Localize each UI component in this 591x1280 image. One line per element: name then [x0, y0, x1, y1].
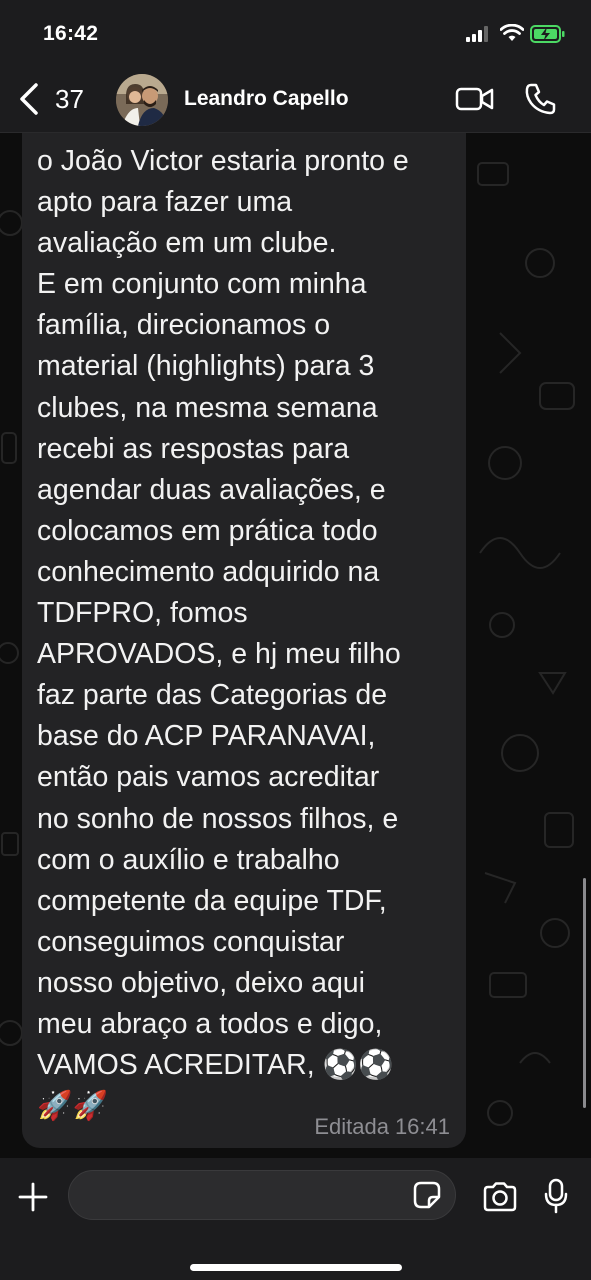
back-chevron-icon[interactable] — [16, 82, 44, 116]
sticker-icon[interactable] — [413, 1181, 441, 1209]
microphone-icon[interactable] — [544, 1178, 568, 1214]
message-input[interactable] — [68, 1170, 456, 1220]
status-bar — [0, 0, 591, 68]
phone-call-icon[interactable] — [524, 82, 556, 116]
status-time: 16:42 — [43, 22, 99, 45]
scrollbar[interactable] — [583, 878, 586, 1108]
signal-icon — [466, 26, 492, 42]
contact-name[interactable]: Leandro Capello — [184, 87, 349, 110]
video-call-icon[interactable] — [455, 84, 495, 114]
wifi-icon — [500, 24, 524, 42]
message-text: o João Victor estaria pronto e apto para fazer uma avaliação em um clube. E em conjunto com minha família, direcionamos o material (highlights) para 3 clubes, na mesma semana recebi as respostas para agendar duas avaliações, e colocamos em prática todo conhecimento adquirido na TDFPRO, fomos APROVADOS, e hj meu filho faz parte das Categorias de base do ACP PARANAVAI, então pais vamos acreditar no sonho de nossos filhos, e com o auxílio e trabalho competente da equipe TDF, conseguimos conquistar nosso objetivo, deixo aqui meu abraço a todos e digo, VAMOS ACREDITAR, ⚽⚽ 🚀🚀 — [37, 145, 409, 1123]
message-meta — [308, 1114, 450, 1140]
message-bubble[interactable] — [22, 133, 466, 1148]
unread-count[interactable]: 37 — [55, 84, 84, 114]
camera-icon[interactable] — [482, 1182, 518, 1212]
plus-icon[interactable] — [18, 1182, 48, 1212]
composer-bar — [0, 1158, 591, 1280]
battery-icon — [530, 24, 566, 44]
message-time: 16:41 — [394, 1114, 450, 1139]
contact-avatar[interactable] — [116, 74, 168, 126]
home-indicator[interactable] — [190, 1264, 402, 1271]
chat-header — [0, 68, 591, 133]
edited-label: Editada — [314, 1114, 389, 1139]
